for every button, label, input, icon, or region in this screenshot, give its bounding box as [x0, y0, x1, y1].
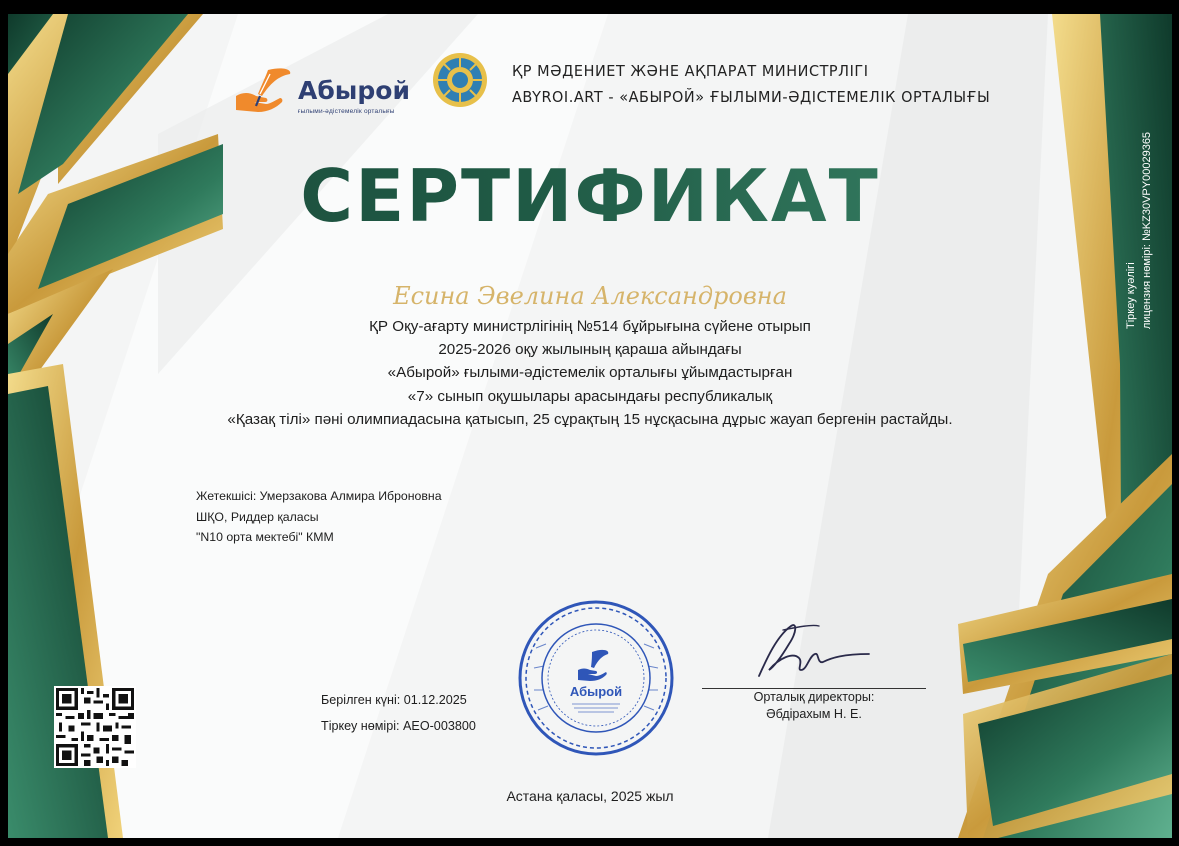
director-name: Әбдірахым Н. Е. [766, 707, 862, 721]
director-block [702, 688, 926, 723]
logo-name: Абырой [298, 76, 410, 105]
director-signature [753, 618, 873, 688]
body-line-3: «Абырой» ғылыми-әдістемелік орталығы ұйымдастырған [387, 364, 793, 382]
certificate-body [8, 315, 1172, 431]
license-text [1116, 104, 1172, 344]
ministry-header [512, 58, 1026, 110]
license-line-1: Тіркеу куәлігі [1125, 262, 1137, 329]
leader-name: Жетекшісі: Умерзакова Алмира Иброновна [196, 489, 442, 503]
kazakhstan-emblem-icon [432, 52, 488, 108]
director-title: Орталық директоры: [753, 690, 875, 704]
issue-info [321, 687, 476, 739]
official-stamp [516, 598, 676, 758]
body-line-5: «Қазақ тілі» пәні олимпиадасына қатысып, 25 сұрақтың 15 нұсқасына дұрыс жауап бергенін растайды. [227, 410, 953, 428]
body-line-2: 2025-2026 оқу жылының қараша айындағы [438, 341, 742, 359]
certificate-footer: Астана қаласы, 2025 жыл [506, 788, 674, 804]
leader-info [196, 486, 442, 548]
certificate-page [8, 14, 1172, 838]
license-line-2: лицензия нөмірі: №KZ30VPY00029365 [1141, 131, 1153, 329]
feather-hand-icon [232, 66, 294, 114]
certificate-title: СЕРТИФИКАТ [8, 154, 1172, 238]
stamp-label: Абырой [569, 684, 623, 699]
leader-school: "N10 орта мектебі" КММ [196, 530, 334, 544]
recipient-name: Есина Эвелина Александровна [393, 282, 787, 310]
ministry-line-1: ҚР МӘДЕНИЕТ ЖӘНЕ АҚПАРАТ МИНИСТРЛІГІ [512, 62, 869, 80]
leader-city: ШҚО, Риддер қаласы [196, 509, 319, 524]
ministry-line-2: ABYROI.ART - «АБЫРОЙ» ҒЫЛЫМИ-ӘДІСТЕМЕЛІК ОРТАЛЫҒЫ [512, 88, 991, 106]
registration-number: Тіркеу нөмірі: АЕО-003800 [321, 719, 476, 733]
abyroi-logo [232, 62, 422, 122]
body-line-4: «7» сынып оқушылары арасындағы республикалық [407, 387, 773, 405]
logo-subtitle: ғылыми-әдістемелік орталығы [298, 108, 395, 115]
qr-code [54, 686, 136, 768]
issue-date: Берілген күні: 01.12.2025 [321, 693, 467, 707]
body-line-1: ҚР Оқу-ағарту министрлігінің №514 бұйрығына сүйене отырып [369, 318, 811, 335]
